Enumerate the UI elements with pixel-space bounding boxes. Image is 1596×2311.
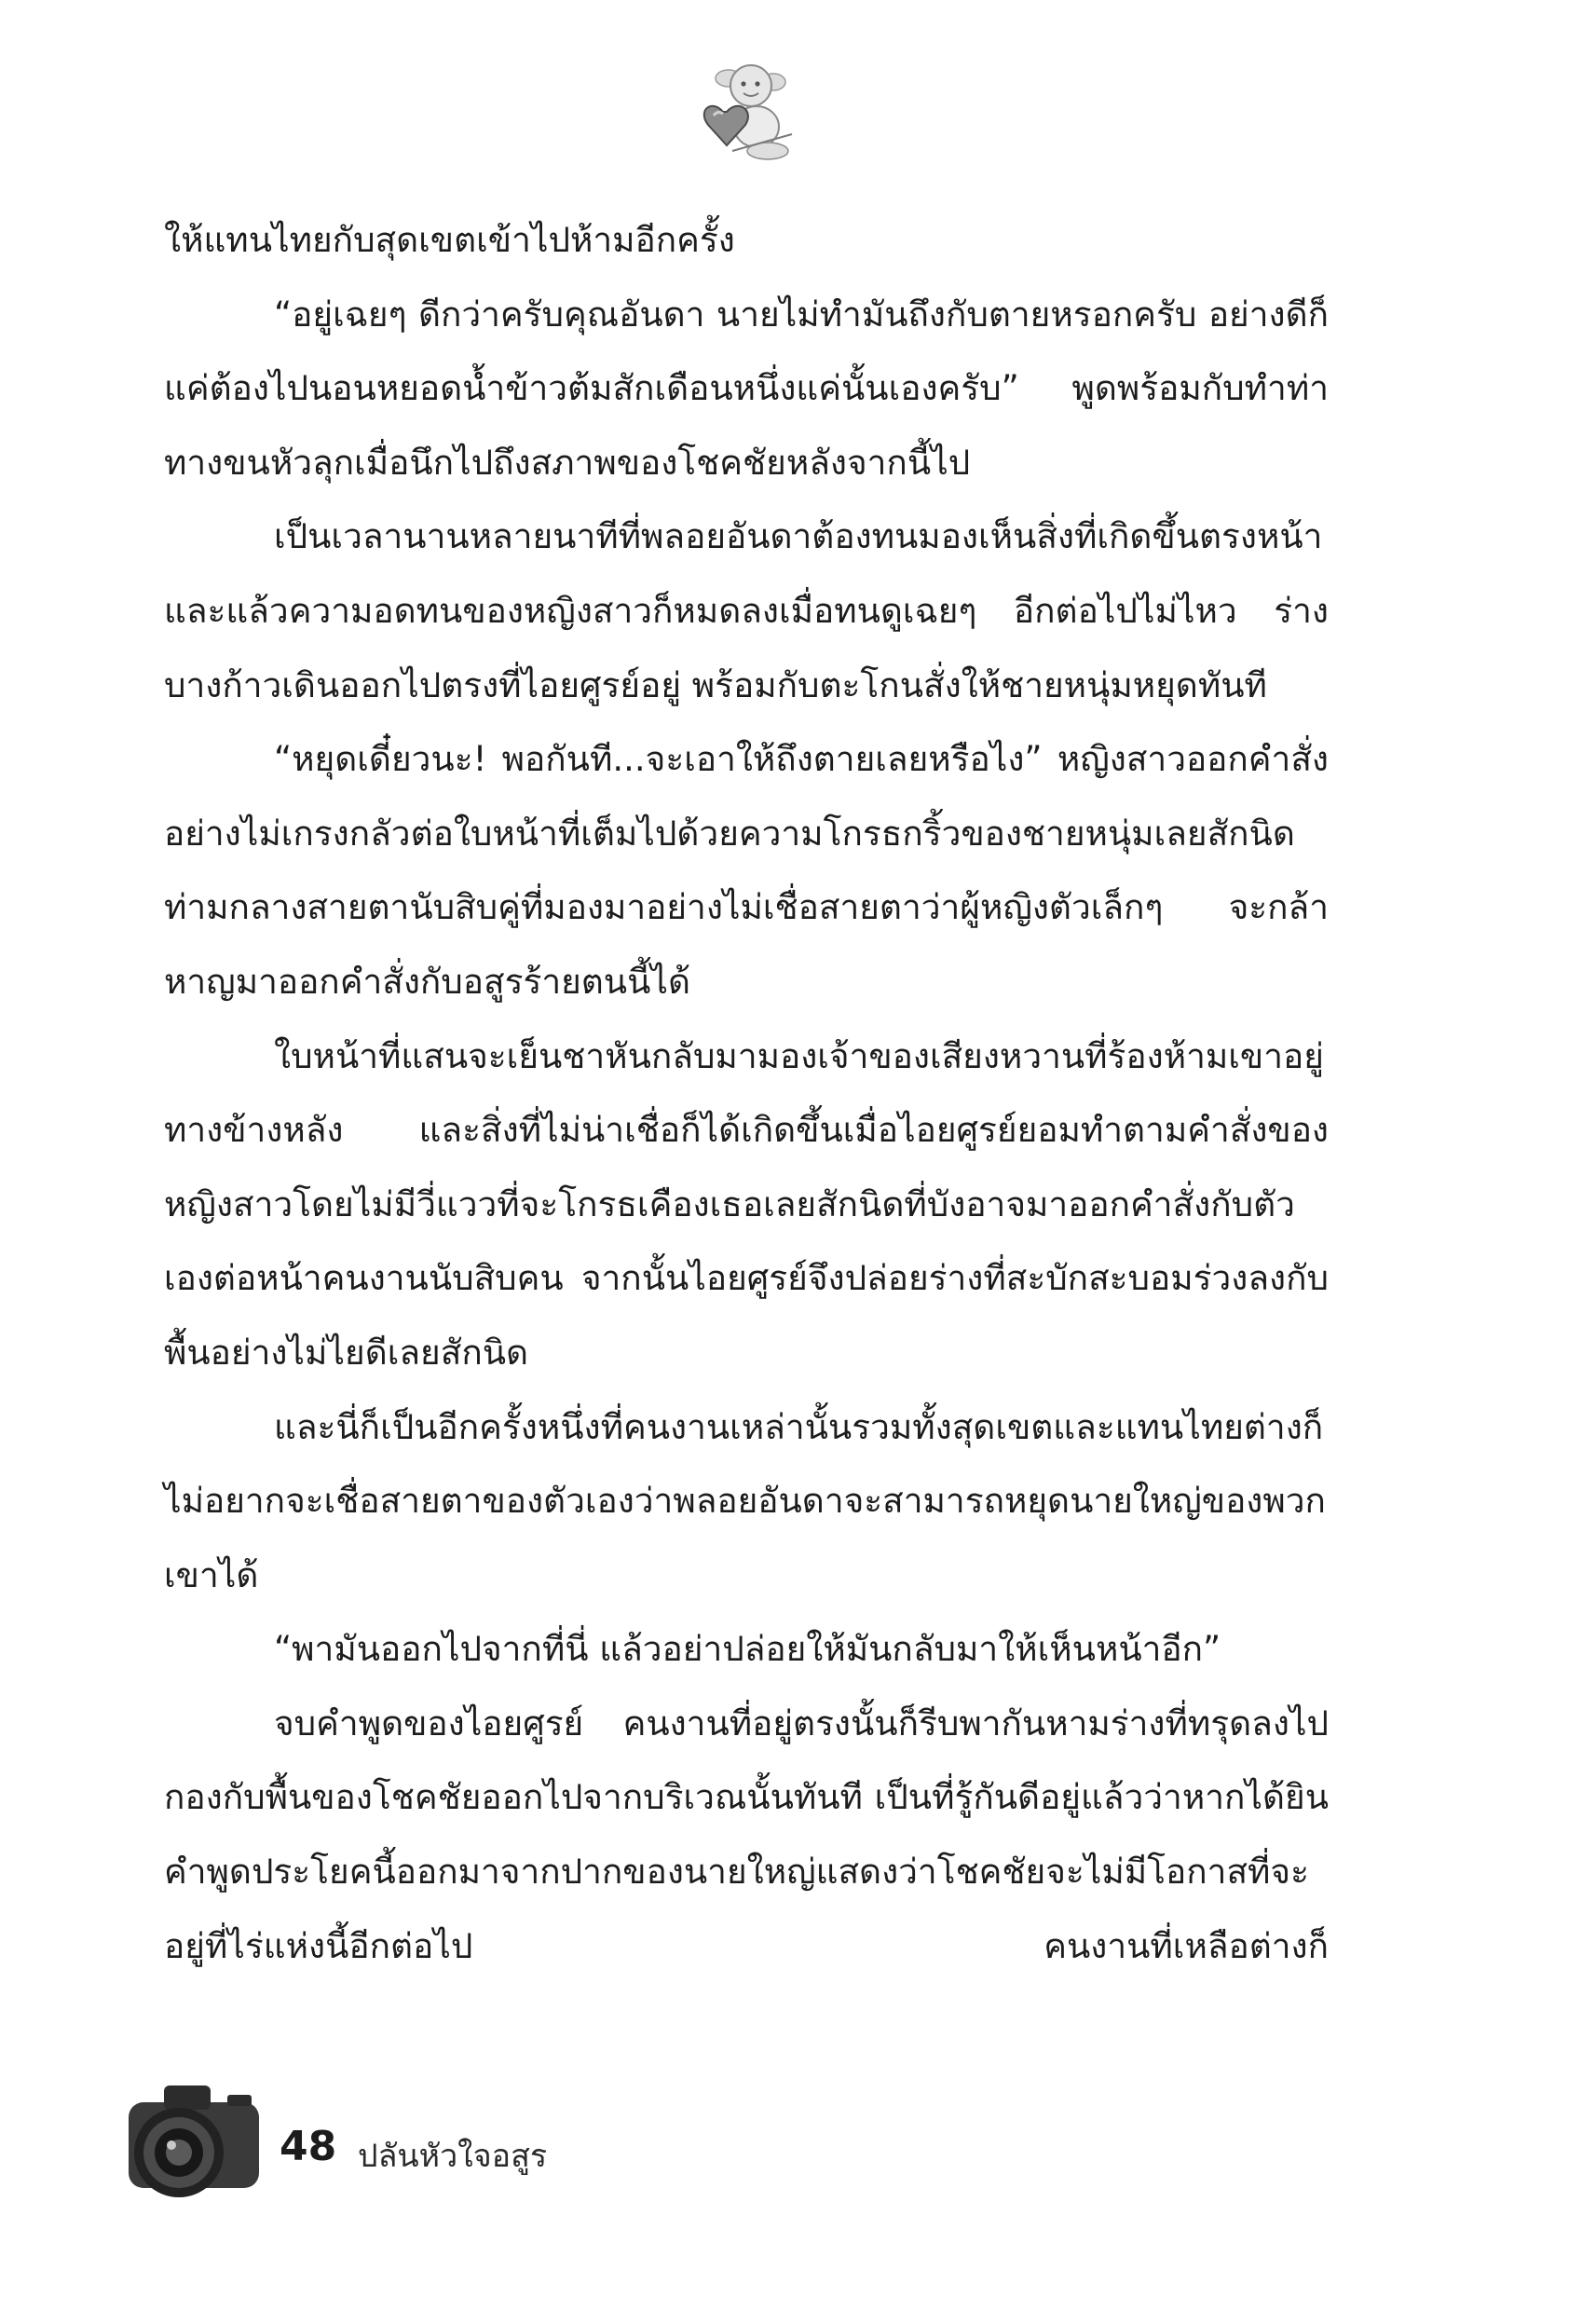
cupid-with-heart-icon bbox=[695, 54, 798, 164]
book-title: ปลันหัวใจอสูร bbox=[358, 2138, 548, 2175]
paragraph: ให้แทนไทยกับสุดเขตเข้าไปห้ามอีกครั้ง bbox=[164, 220, 735, 260]
paragraph: “พามันออกไปจากที่นี่ แล้วอย่าปล่อยให้มันกลับมาให้เห็นหน้าอีก” bbox=[274, 1629, 1221, 1670]
paragraph: และนี่ก็เป็นอีกครั้งหนึ่งที่คนงานเหล่านั้นรวมทั้งสุดเขตและแทนไทยต่างก็ไม่อยากจะเชื่อสายตาของตัวเองว่าพลอยอันดาจะสามารถหยุดนายใหญ่ของพวกเขาได้ bbox=[164, 1406, 1326, 1595]
page-number: 48 bbox=[280, 2123, 337, 2170]
paragraph: “อยู่เฉยๆ ดีกว่าครับคุณอันดา นายไม่ทำมันถึงกับตายหรอกครับ อย่างดีก็แค่ต้องไปนอนหยอดน้ำข้าวต้มสักเดือนหนึ่งแค่นั้นเองครับ” พูดพร้อมกับทำท่าทางขนหัวลุกเมื่อนึกไปถึงสภาพของโชคชัยหลังจากนี้ไป bbox=[164, 294, 1329, 483]
paragraph: ใบหน้าที่แสนจะเย็นชาหันกลับมามองเจ้าของเสียงหวานที่ร้องห้ามเขาอยู่ทางข้างหลัง และสิ่งที่ไม่น่าเชื่อก็ได้เกิดขึ้นเมื่อไอยศูรย์ยอมทำตามคำสั่งของหญิงสาวโดยไม่มีวี่แววที่จะโกรธเคืองเธอเลยสักนิดที่บังอาจมาออกคำสั่งกับตัวเองต่อหน้าคนงานนับสิบคน จากนั้นไอยศูรย์จึงปล่อยร่างที่สะบักสะบอมร่วงลงกับพื้นอย่างไม่ไยดีเลยสักนิด bbox=[164, 1035, 1329, 1373]
page-footer bbox=[119, 2069, 771, 2208]
body-text bbox=[164, 203, 1329, 1983]
paragraph: จบคำพูดของไอยศูรย์ คนงานที่อยู่ตรงนั้นก็รีบพากันหามร่างที่ทรุดลงไปกองกับพื้นของโชคชัยออกไปจากบริเวณนั้นทันที เป็นที่รู้กันดีอยู่แล้วว่าหากได้ยินคำพูดประโยคนี้ออกมาจากปากของนายใหญ่แสดงว่าโชคชัยจะไม่มีโอกาสที่จะอยู่ที่ไร่แห่งนี้อีกต่อไป คนงานที่เหลือต่างก็ bbox=[164, 1702, 1329, 1966]
paragraph: เป็นเวลานานหลายนาทีที่พลอยอันดาต้องทนมองเห็นสิ่งที่เกิดขึ้นตรงหน้า และแล้วความอดทนของหญิงสาวก็หมดลงเมื่อทนดูเฉยๆ อีกต่อไปไม่ไหว ร่างบางก้าวเดินออกไปตรงที่ไอยศูรย์อยู่ พร้อมกับตะโกนสั่งให้ชายหนุ่มหยุดทันที bbox=[164, 516, 1329, 705]
paragraph: “หยุดเดี๋ยวนะ! พอกันที...จะเอาให้ถึงตายเลยหรือไง” หญิงสาวออกคำสั่งอย่างไม่เกรงกลัวต่อใบหน้าที่เต็มไปด้วยความโกรธกริ้วของชายหนุ่มเลยสักนิดท่ามกลางสายตานับสิบคู่ที่มองมาอย่างไม่เชื่อสายตาว่าผู้หญิงตัวเล็กๆ จะกล้าหาญมาออกคำสั่งกับอสูรร้ายตนนี้ได้ bbox=[164, 739, 1329, 1002]
camera-icon bbox=[119, 2069, 268, 2205]
